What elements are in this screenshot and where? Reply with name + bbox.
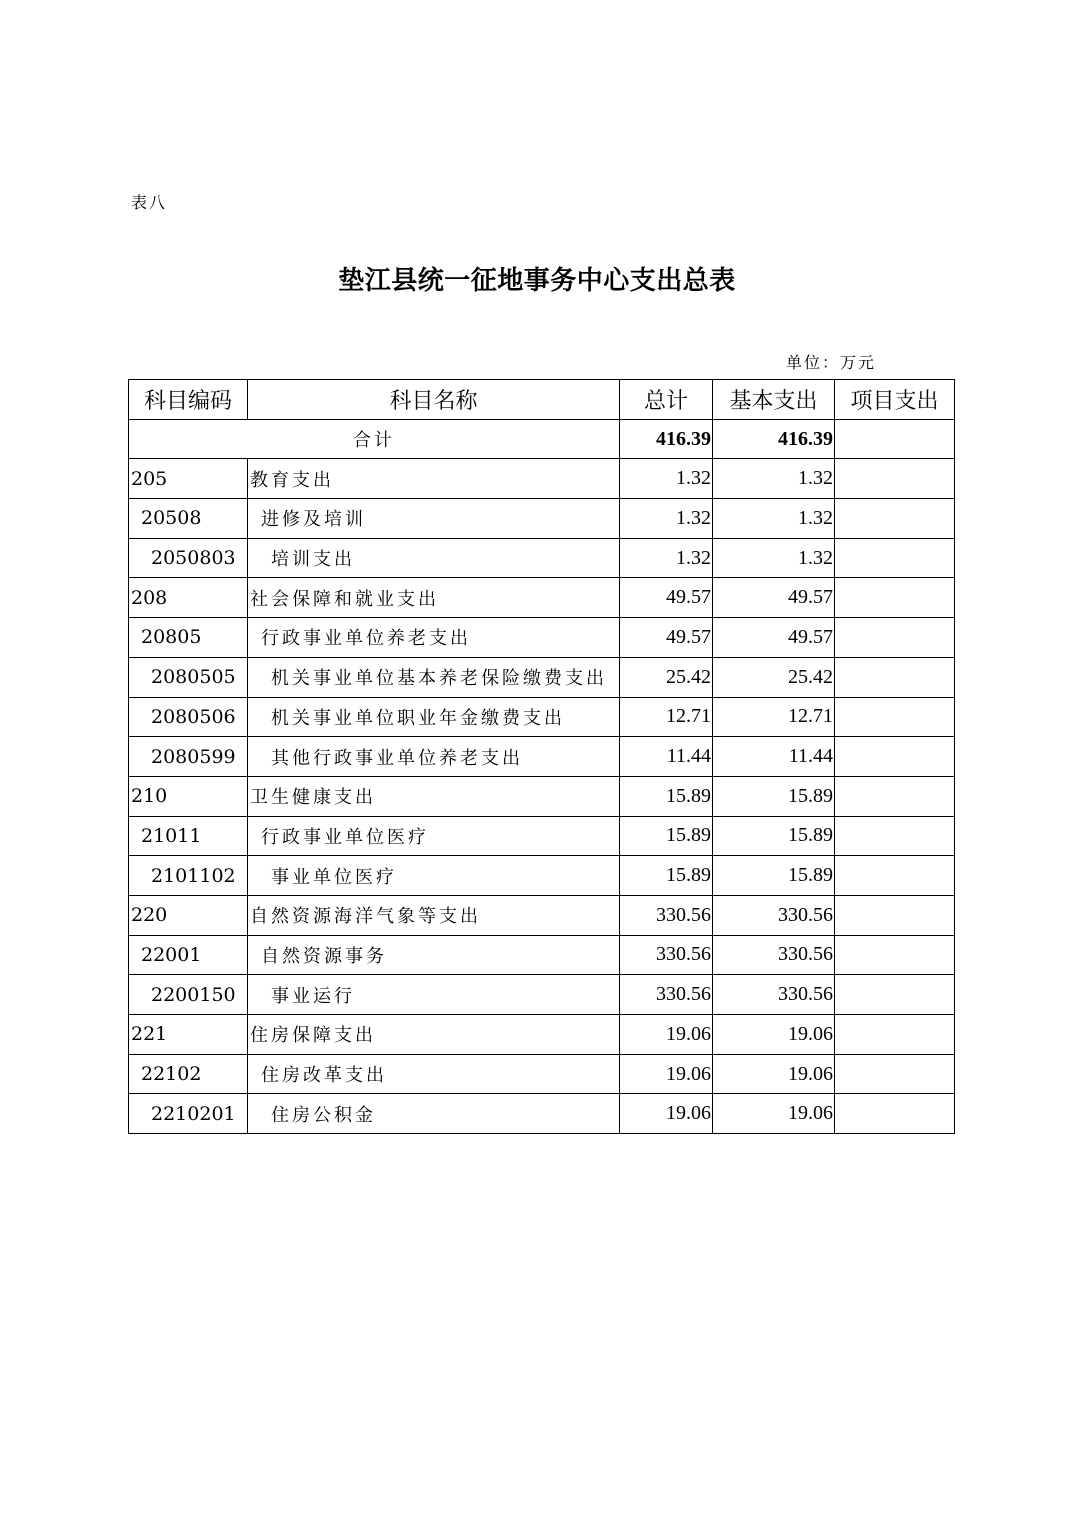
row-project bbox=[835, 499, 955, 539]
row-basic: 1.32 bbox=[713, 459, 835, 499]
row-name: 住房公积金 bbox=[248, 1094, 620, 1134]
row-code: 2080599 bbox=[129, 737, 248, 777]
header-row bbox=[129, 380, 955, 420]
table-row bbox=[129, 935, 955, 975]
table-row bbox=[129, 737, 955, 777]
table-row bbox=[129, 657, 955, 697]
row-project bbox=[835, 1094, 955, 1134]
header-basic: 基本支出 bbox=[713, 380, 835, 420]
row-project bbox=[835, 776, 955, 816]
row-code: 208 bbox=[129, 578, 248, 618]
table-row bbox=[129, 578, 955, 618]
row-name: 自然资源海洋气象等支出 bbox=[248, 895, 620, 935]
row-total: 11.44 bbox=[620, 737, 713, 777]
total-basic: 416.39 bbox=[713, 419, 835, 459]
row-basic: 11.44 bbox=[713, 737, 835, 777]
table-row bbox=[129, 856, 955, 896]
row-name: 进修及培训 bbox=[248, 499, 620, 539]
row-project bbox=[835, 1054, 955, 1094]
table-row bbox=[129, 895, 955, 935]
unit-label: 单位：万元 bbox=[786, 353, 877, 372]
row-name: 行政事业单位养老支出 bbox=[248, 618, 620, 658]
row-code: 2080506 bbox=[129, 697, 248, 737]
total-row bbox=[129, 419, 955, 459]
row-project bbox=[835, 538, 955, 578]
row-code: 205 bbox=[129, 459, 248, 499]
row-code: 22001 bbox=[129, 935, 248, 975]
row-code: 2050803 bbox=[129, 538, 248, 578]
row-total: 19.06 bbox=[620, 1094, 713, 1134]
row-total: 19.06 bbox=[620, 1054, 713, 1094]
row-project bbox=[835, 895, 955, 935]
row-basic: 1.32 bbox=[713, 538, 835, 578]
row-code: 210 bbox=[129, 776, 248, 816]
row-total: 15.89 bbox=[620, 856, 713, 896]
header-total: 总计 bbox=[620, 380, 713, 420]
row-basic: 25.42 bbox=[713, 657, 835, 697]
row-project bbox=[835, 816, 955, 856]
table-row bbox=[129, 816, 955, 856]
row-name: 其他行政事业单位养老支出 bbox=[248, 737, 620, 777]
row-name: 事业运行 bbox=[248, 975, 620, 1015]
header-name: 科目名称 bbox=[248, 380, 620, 420]
row-total: 49.57 bbox=[620, 618, 713, 658]
table-row bbox=[129, 776, 955, 816]
row-basic: 330.56 bbox=[713, 895, 835, 935]
row-code: 21011 bbox=[129, 816, 248, 856]
row-project bbox=[835, 578, 955, 618]
row-name: 教育支出 bbox=[248, 459, 620, 499]
header-project: 项目支出 bbox=[835, 380, 955, 420]
row-code: 22102 bbox=[129, 1054, 248, 1094]
table-row bbox=[129, 499, 955, 539]
row-name: 机关事业单位职业年金缴费支出 bbox=[248, 697, 620, 737]
table-row bbox=[129, 538, 955, 578]
row-total: 330.56 bbox=[620, 975, 713, 1015]
table-number-label: 表八 bbox=[131, 193, 168, 212]
table-row bbox=[129, 697, 955, 737]
row-name: 培训支出 bbox=[248, 538, 620, 578]
row-name: 行政事业单位医疗 bbox=[248, 816, 620, 856]
row-code: 220 bbox=[129, 895, 248, 935]
row-basic: 19.06 bbox=[713, 1015, 835, 1055]
row-basic: 15.89 bbox=[713, 776, 835, 816]
table-row bbox=[129, 618, 955, 658]
row-basic: 330.56 bbox=[713, 935, 835, 975]
row-total: 12.71 bbox=[620, 697, 713, 737]
row-project bbox=[835, 697, 955, 737]
row-code: 2200150 bbox=[129, 975, 248, 1015]
total-sum: 416.39 bbox=[620, 419, 713, 459]
row-code: 2210201 bbox=[129, 1094, 248, 1134]
table-row bbox=[129, 1054, 955, 1094]
row-name: 事业单位医疗 bbox=[248, 856, 620, 896]
row-project bbox=[835, 935, 955, 975]
header-code: 科目编码 bbox=[129, 380, 248, 420]
row-basic: 12.71 bbox=[713, 697, 835, 737]
row-total: 19.06 bbox=[620, 1015, 713, 1055]
row-name: 卫生健康支出 bbox=[248, 776, 620, 816]
row-project bbox=[835, 975, 955, 1015]
row-total: 15.89 bbox=[620, 816, 713, 856]
row-total: 1.32 bbox=[620, 459, 713, 499]
table-row bbox=[129, 459, 955, 499]
row-total: 1.32 bbox=[620, 499, 713, 539]
row-total: 15.89 bbox=[620, 776, 713, 816]
total-label: 合计 bbox=[129, 419, 620, 459]
row-code: 20508 bbox=[129, 499, 248, 539]
row-project bbox=[835, 856, 955, 896]
row-project bbox=[835, 1015, 955, 1055]
row-basic: 49.57 bbox=[713, 618, 835, 658]
row-code: 2101102 bbox=[129, 856, 248, 896]
table-row bbox=[129, 1015, 955, 1055]
row-code: 221 bbox=[129, 1015, 248, 1055]
row-basic: 19.06 bbox=[713, 1054, 835, 1094]
row-project bbox=[835, 459, 955, 499]
row-basic: 19.06 bbox=[713, 1094, 835, 1134]
row-project bbox=[835, 737, 955, 777]
row-total: 25.42 bbox=[620, 657, 713, 697]
row-basic: 49.57 bbox=[713, 578, 835, 618]
total-project bbox=[835, 419, 955, 459]
table-row bbox=[129, 975, 955, 1015]
row-name: 住房保障支出 bbox=[248, 1015, 620, 1055]
row-basic: 15.89 bbox=[713, 816, 835, 856]
row-basic: 1.32 bbox=[713, 499, 835, 539]
table-row bbox=[129, 1094, 955, 1134]
row-total: 330.56 bbox=[620, 935, 713, 975]
row-name: 机关事业单位基本养老保险缴费支出 bbox=[248, 657, 620, 697]
row-name: 住房改革支出 bbox=[248, 1054, 620, 1094]
row-total: 330.56 bbox=[620, 895, 713, 935]
row-name: 自然资源事务 bbox=[248, 935, 620, 975]
row-basic: 330.56 bbox=[713, 975, 835, 1015]
expenditure-table bbox=[128, 379, 955, 1134]
row-name: 社会保障和就业支出 bbox=[248, 578, 620, 618]
document-title: 垫江县统一征地事务中心支出总表 bbox=[338, 266, 736, 296]
row-total: 1.32 bbox=[620, 538, 713, 578]
row-basic: 15.89 bbox=[713, 856, 835, 896]
row-total: 49.57 bbox=[620, 578, 713, 618]
row-project bbox=[835, 657, 955, 697]
row-project bbox=[835, 618, 955, 658]
row-code: 2080505 bbox=[129, 657, 248, 697]
row-code: 20805 bbox=[129, 618, 248, 658]
